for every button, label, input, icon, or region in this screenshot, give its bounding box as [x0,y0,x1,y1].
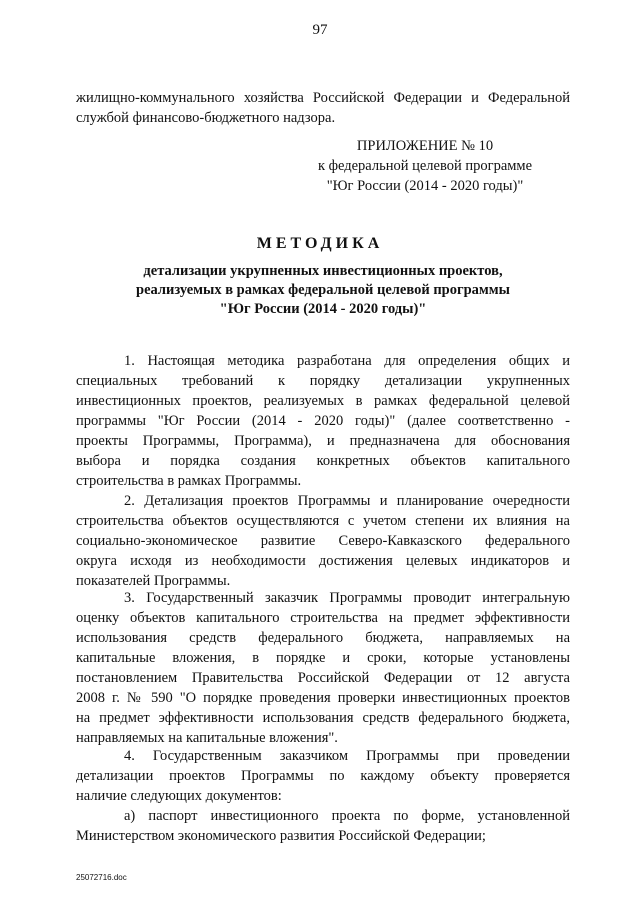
text-line: показателей Программы. [76,573,231,589]
text-line: детализации проектов Программы по каждому объекту проверяется [76,768,570,784]
footer-filename: 25072716.doc [76,873,127,882]
appendix-line: "Юг России (2014 - 2020 годы)" [326,178,524,194]
text-line: использования средств федерального бюджета, направляемых на [76,630,570,646]
appendix-block [300,136,550,196]
intro-text [76,88,570,128]
text-line: Министерством экономического развития Российской Федерации; [76,828,486,844]
text-line: округа исходя из необходимости достижения целевых индикаторов и [76,553,570,569]
text-line: проекты Программы, Программа), и предназначена для обоснования [76,433,570,449]
subtitle-line: реализуемых в рамках федеральной целевой программы [136,282,510,298]
paragraph-3 [76,588,570,748]
subtitle-line: "Юг России (2014 - 2020 годы)" [219,301,427,317]
document-title: МЕТОДИКА [256,235,384,252]
paragraph-4 [76,746,570,806]
text-line: жилищно-коммунального хозяйства Российской Федерации и Федеральной [76,90,570,106]
text-line: на предмет эффективности использования средств федерального бюджета, [76,710,570,726]
text-line: направляемых на капитальные вложения". [76,730,338,746]
page-number: 97 [312,22,328,38]
text-line: специальных требований к порядку детализации укрупненных [76,373,570,389]
paragraph-4a [76,806,570,846]
text-line: строительства объектов осуществляются с учетом степени их влияния на [76,513,570,529]
text-line: выбора и порядка создания конкретных объектов капитального [76,453,570,469]
text-line: инвестиционных проектов, реализуемых в рамках федеральной целевой [76,393,570,409]
text-line: социально-экономическое развитие Северо-Кавказского федерального [76,533,570,549]
text-line: 1. Настоящая методика разработана для определения общих и [124,353,570,369]
paragraph-1 [76,351,570,491]
subtitle-line: детализации укрупненных инвестиционных проектов, [143,263,503,279]
text-line: а) паспорт инвестиционного проекта по форме, установленной [124,808,570,824]
text-line: строительства в рамках Программы. [76,473,302,489]
text-line: постановлением Правительства Российской Федерации от 12 августа [76,670,570,686]
text-line: программы "Юг России (2014 - 2020 годы)" (далее соответственно - [76,413,570,429]
text-line: 2. Детализация проектов Программы и планирование очередности [124,493,570,509]
paragraph-2 [76,491,570,591]
text-line: капитальные вложения, в порядке и сроки, которые установлены [76,650,570,666]
appendix-line: ПРИЛОЖЕНИЕ № 10 [356,138,494,154]
text-line: 3. Государственный заказчик Программы проводит интегральную [124,590,570,606]
appendix-line: к федеральной целевой программе [317,158,533,174]
text-line: службой финансово-бюджетного надзора. [76,110,336,126]
text-line: наличие следующих документов: [76,788,282,804]
text-line: 2008 г. № 590 "О порядке проведения проверки инвестиционных проектов [76,690,570,706]
text-line: оценку объектов капитального строительства на предмет эффективности [76,610,570,626]
text-line: 4. Государственным заказчиком Программы при проведении [124,748,570,764]
document-subtitle [76,262,570,319]
